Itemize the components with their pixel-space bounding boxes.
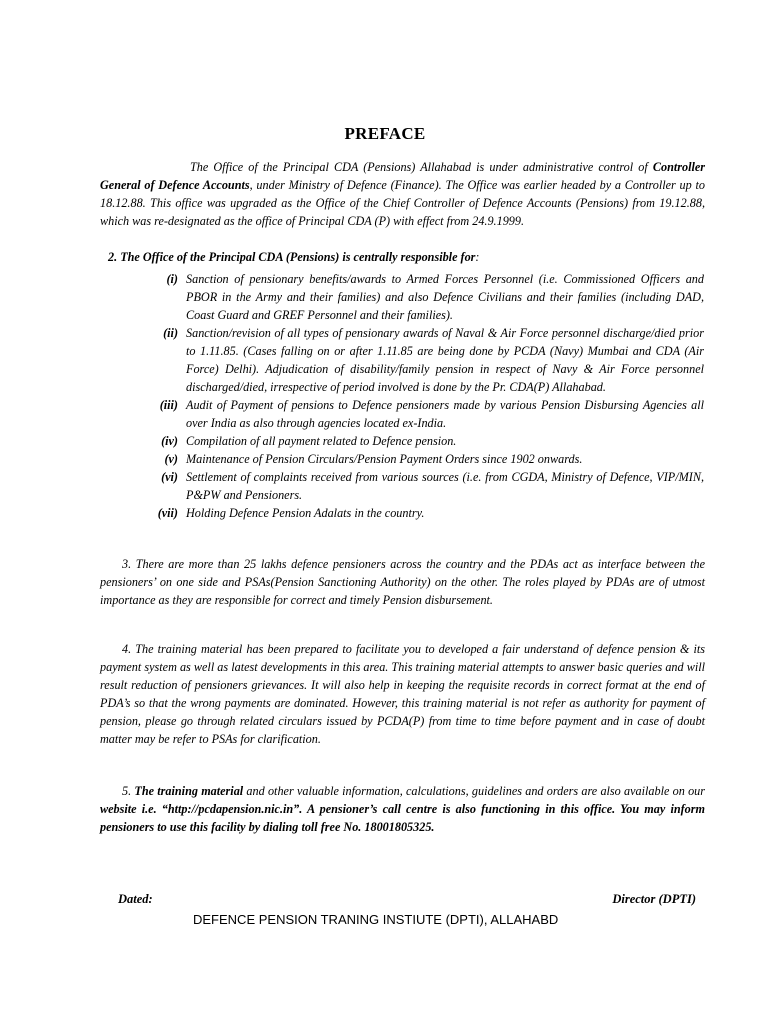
paragraph-2-heading-text: 2. The Office of the Principal CDA (Pensions) is centrally responsible for [108,250,476,264]
paragraph-5-bold-b: website i.e. “http://pcdapension.nic.in”. A pensioner’s call centre is also functioning in this office. You may inform pensioners to use this facility by dialing toll free No. 18001805325. [100,802,705,834]
paragraph-2-colon: : [475,250,480,264]
dated-label: Dated: [118,892,153,906]
list-item-text: Sanction of pensionary benefits/awards to Armed Forces Personnel (i.e. Commissioned Officers and PBOR in the Army and their families) and also Defence Civilians and their families (including DAD, Coast Guard and GREF Personnel and their families). [186,272,704,322]
list-item-text: Compilation of all payment related to Defence pension. [186,434,457,448]
institute-footer: DEFENCE PENSION TRANING INSTIUTE (DPTI), ALLAHABD [193,912,559,927]
list-item-number: (v) [164,452,178,466]
paragraph-5-bold-a: The training material [134,784,244,798]
list-item [142,396,704,432]
paragraph-1-text-a: The Office of the Principal CDA (Pensions) Allahabad is under administrative control of [190,160,653,174]
paragraph-2-heading [108,250,479,265]
list-item-text: Audit of Payment of pensions to Defence pensioners made by various Pension Disbursing Agencies all over India as also through agencies located ex-India. [186,398,704,430]
list-item [142,324,704,396]
paragraph-1-text-b: , under Ministry of Defence (Finance). The Office was earlier headed by a Controller up to 18.12.88. This office was upgraded as the Office of the Chief Controller of Defence Accounts (Pensions) from 19.12.88, which was re-designated as the office of Principal CDA (P) with effect from 24.9.1999. [100,178,705,228]
list-item-text: Maintenance of Pension Circulars/Pension Payment Orders since 1902 onwards. [186,452,583,466]
paragraph-3: 3. There are more than 25 lakhs defence pensioners across the country and the PDAs act as interface between the pensioners’ on one side and PSAs(Pension Sanctioning Authority) on the other. The roles played by PDAs are of utmost importance as they are responsible for correct and timely Pension disbursement. [100,557,705,607]
page-title: PREFACE [344,124,426,143]
list-item-text: Sanction/revision of all types of pensionary awards of Naval & Air Force personnel discharge/died prior to 1.11.85. (Cases falling on or after 1.11.85 are being done by PCDA (Navy) Mumbai and CDA (Air Force) Delhi). Adjudication of disability/family pension in respect of Navy & Air Force personnel discharged/died, irrespective of period involved is done by the Pr. CDA(P) Allahabad. [186,326,704,394]
paragraph-5 [100,782,705,836]
list-item-number: (iv) [161,434,178,448]
responsibility-list [142,270,704,522]
list-item [142,450,704,468]
paragraph-1-bold: Controller General of Defence Accounts [100,160,705,192]
list-item-number: (i) [166,272,178,286]
list-item-text: Settlement of complaints received from various sources (i.e. from CGDA, Ministry of Defence, VIP/MIN, P&PW and Pensioners. [186,470,704,502]
list-item-number: (vii) [157,506,178,520]
list-item-text: Holding Defence Pension Adalats in the country. [186,506,425,520]
paragraph-5-text: and other valuable information, calculations, guidelines and orders are also available on our [243,784,706,798]
list-item [142,270,704,324]
list-item-number: (vi) [161,470,178,484]
list-item-number: (iii) [159,398,178,412]
list-item [142,432,704,450]
director-signature: Director (DPTI) [612,892,696,906]
paragraph-1 [100,158,705,230]
list-item-number: (ii) [163,326,178,340]
paragraph-5-number: 5. [122,784,135,798]
paragraph-4: 4. The training material has been prepared to facilitate you to developed a fair understand of defence pension & its payment system as well as latest developments in this area. This training material attempts to answer basic queries and will result reduction of pensioners grievances. It will also help in keeping the requisite records in correct format at the end of PDA’s so that the wrong payments are dominated. However, this training material is not refer as authority for payment of pension, please go through related circulars issued by PCDA(P) from time to time before payment and in case of doubt matter may be refer to PSAs for clarification. [100,642,705,746]
list-item [142,504,704,522]
list-item [142,468,704,504]
